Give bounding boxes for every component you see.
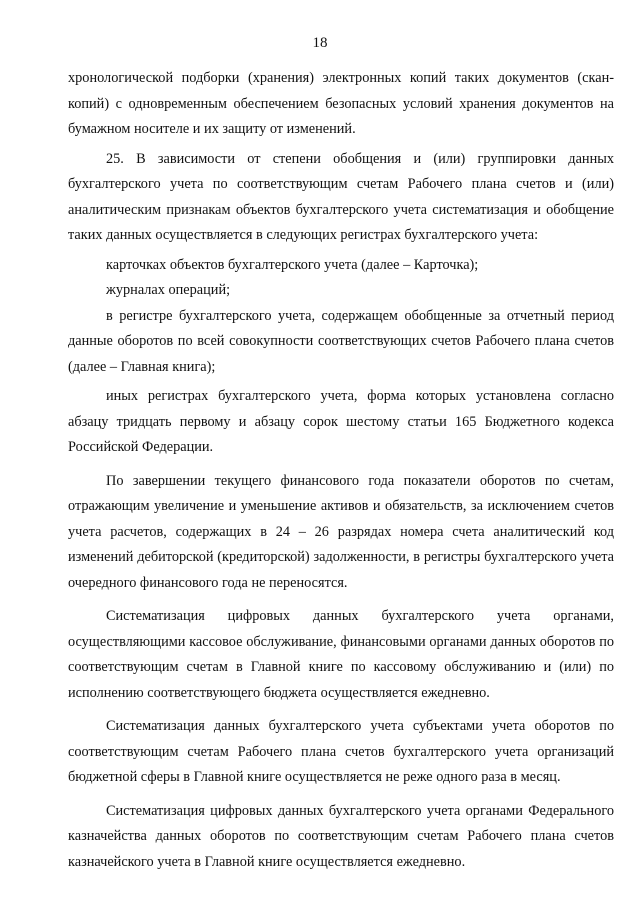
paragraph-list-item-cards: карточках объектов бухгалтерского учета (далее – Карточка);	[106, 256, 479, 273]
paragraph-list-item-other-registers: иных регистрах бухгалтерского учета, форма которых установлена согласно абзацу тридцать первому и абзацу сорок шестому статьи 165 Бюджетного кодекса Российской Федерации.	[68, 388, 614, 455]
paragraph-list-item-general-ledger: в регистре бухгалтерского учета, содержащем обобщенные за отчетный период данные оборотов по всей совокупности соответствующих счетов Рабочего плана счетов (далее – Главная книга);	[68, 307, 614, 375]
paragraph-systematization-monthly: Систематизация данных бухгалтерского учета субъектами учета оборотов по соответствующим счетам Рабочего плана счетов бухгалтерского учета организаций бюджетной сферы в Главной книге осуществляется не реже одного раза в месяц.	[68, 718, 614, 785]
paragraph-year-end: По завершении текущего финансового года показатели оборотов по счетам, отражающим увеличение и уменьшение активов и обязательств, за исключением счетов учета расчетов, содержащих в 24 – 26 разрядах номера счета аналитический код изменений дебиторской (кредиторской) задолженности, в регистры бухгалтерского учета очередного финансового года не переносятся.	[68, 472, 614, 591]
paragraph-systematization-cash-service: Систематизация цифровых данных бухгалтерского учета органами, осуществляющими кассовое обслуживание, финансовыми органами данных оборотов по соответствующим счетам в Главной книге по кассовому обслуживанию и (или) по исполнению соответствующего бюджета осуществляется ежедневно.	[68, 608, 614, 701]
page-number: 18	[312, 35, 328, 51]
paragraph-systematization-treasury: Систематизация цифровых данных бухгалтерского учета органами Федерального казначейства данных оборотов по соответствующим счетам Рабочего плана счетов казначейского учета в Главной книге осуществляется ежедневно.	[68, 802, 614, 870]
paragraph-list-item-journals: журналах операций;	[106, 282, 231, 298]
paragraph-clause-25: 25. В зависимости от степени обобщения и (или) группировки данных бухгалтерского учета по соответствующим счетам Рабочего плана счетов и (или) аналитическим признакам объектов бухгалтерского учета систематизация и обобщение таких данных осуществляется в следующих регистрах бухгалтерского учета:	[68, 150, 614, 243]
paragraph-continuation: хронологической подборки (хранения) электронных копий таких документов (скан-копий) с одновременным обеспечением безопасных условий хранения документов на бумажном носителе и их защиту от изменений.	[68, 70, 614, 137]
document-body	[68, 66, 614, 875]
